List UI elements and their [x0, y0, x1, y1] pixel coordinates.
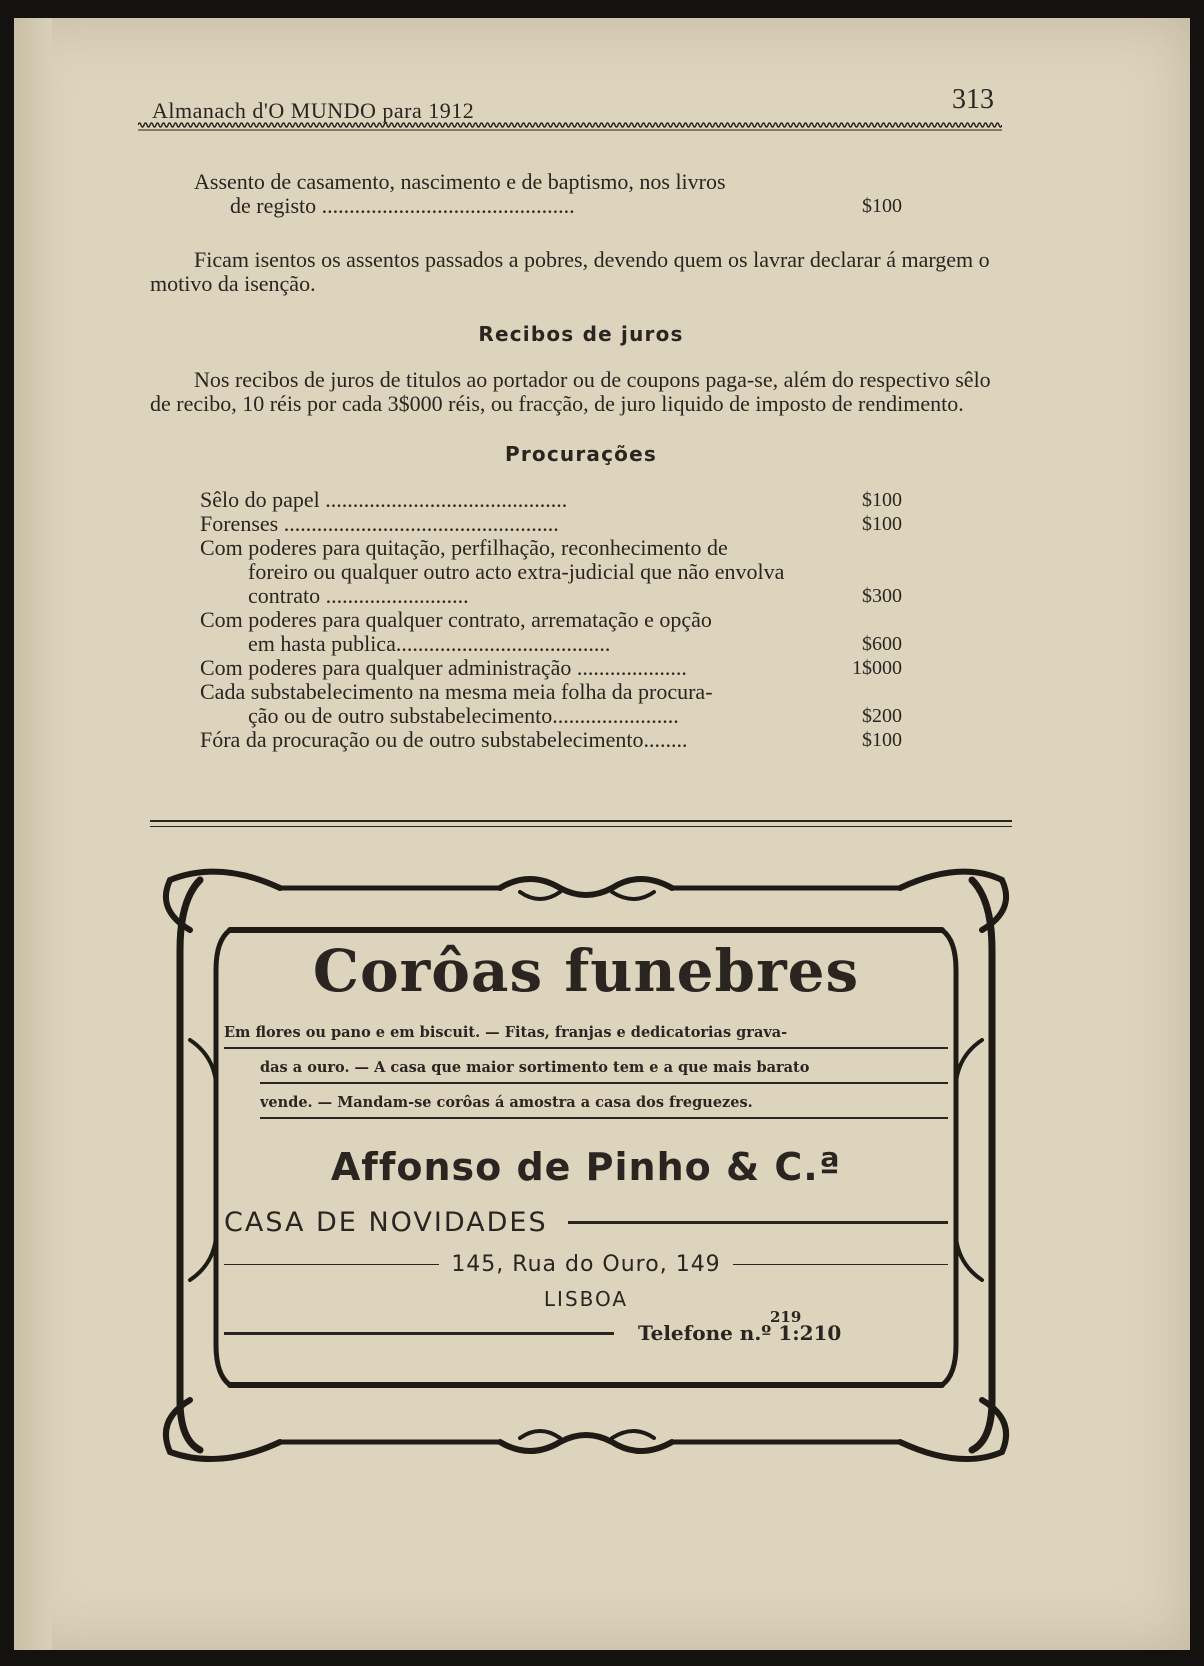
recibos-text: Nos recibos de juros de titulos ao portador ou de coupons paga-se, além do respectivo sêlo de recibo, 10 réis por cada 3$000 réis, ou fracção, de juro liquido de imposto de rendimento. [150, 367, 991, 416]
header-title: Almanach d'O MUNDO para 1912 [152, 98, 475, 123]
procuracao-text: Forenses .................................................. [200, 511, 559, 536]
procuracao-amount: $100 [862, 729, 902, 751]
section-divider [150, 820, 1012, 827]
procuracao-amount: $300 [862, 585, 902, 607]
tax-content [150, 170, 1012, 752]
procuracao-text: Cada substabelecimento na mesma meia folha da procura- [200, 679, 713, 704]
ad-line: das a ouro. — A casa que maior sortimento tem e a que mais barato [260, 1057, 948, 1084]
ad-phone [224, 1321, 948, 1345]
entry-assento [150, 170, 1012, 218]
procuracao-row [150, 488, 1012, 512]
ad-company-name: Affonso de Pinho & C.ª [330, 1145, 842, 1189]
page-spine [14, 18, 52, 1650]
procuracao-row [150, 680, 1012, 728]
procuracao-row [150, 536, 1012, 608]
ad-address-rule-left [224, 1264, 439, 1265]
ad-phone-text: Telefone n.º 1:210 [638, 1321, 842, 1345]
procuracao-row [150, 608, 1012, 656]
procuracao-text: Com poderes para qualquer contrato, arrematação e opção [200, 607, 712, 632]
procuracao-text: Com poderes para qualquer administração .................... [200, 655, 687, 680]
procuracao-continuation: ção ou de outro substabelecimento....................... [248, 703, 679, 728]
running-header [138, 78, 1002, 123]
procuracao-amount: $100 [862, 513, 902, 535]
entry-assento-line2: de registo .............................................. [230, 193, 575, 218]
advertisement [160, 840, 1012, 1480]
section-title-procuracoes: Procurações [505, 442, 657, 466]
ad-line: Em flores ou pano e em biscuit. — Fitas, franjas e dedicatorias grava- [224, 1022, 948, 1049]
procuracao-row [150, 512, 1012, 536]
procuracao-continuation: foreiro ou qualquer outro acto extra-judicial que não envolva contrato .......................... [248, 559, 785, 608]
procuracao-amount: $100 [862, 489, 902, 511]
entry-assento-line1: Assento de casamento, nascimento e de baptismo, nos livros [194, 169, 726, 194]
procuracao-amount: 1$000 [852, 657, 902, 679]
ad-content [224, 936, 948, 1345]
ad-address-rule-right [733, 1264, 948, 1265]
ad-address-text: 145, Rua do Ouro, 149 [451, 1252, 721, 1277]
ad-casa-text: CASA DE NOVIDADES [224, 1207, 548, 1238]
section-title-recibos: Recibos de juros [478, 322, 684, 346]
entry-assento-amount: $100 [862, 195, 902, 217]
ad-description [224, 1022, 948, 1119]
procuracao-text: Sêlo do papel ............................................ [200, 487, 568, 512]
procuracao-continuation: em hasta publica....................................... [248, 631, 611, 656]
procuracao-amount: $200 [862, 705, 902, 727]
header-wavy-rule [138, 120, 1002, 132]
note-isencao: Ficam isentos os assentos passados a pobres, devendo quem os lavrar declarar á margem o motivo da isenção. [150, 247, 990, 296]
ad-phone-rule [224, 1332, 614, 1335]
ad-title: Corôas funebres [312, 937, 860, 1005]
procuracao-row [150, 728, 1012, 752]
page-number: 313 [952, 84, 994, 115]
ad-casa-novidades [224, 1207, 948, 1238]
ad-address [224, 1252, 948, 1277]
ad-casa-rule [568, 1221, 948, 1224]
ad-city: LISBOA [543, 1287, 629, 1311]
procuracao-text: Com poderes para quitação, perfilhação, reconhecimento de [200, 535, 728, 560]
ad-line: vende. — Mandam-se corôas á amostra a casa dos freguezes. [260, 1092, 948, 1119]
procuracao-text: Fóra da procuração ou de outro substabelecimento........ [200, 727, 688, 752]
procuracoes-list [150, 488, 1012, 752]
procuracao-row [150, 656, 1012, 680]
procuracao-amount: $600 [862, 633, 902, 655]
ad-reference-number: 219 [770, 1308, 802, 1326]
